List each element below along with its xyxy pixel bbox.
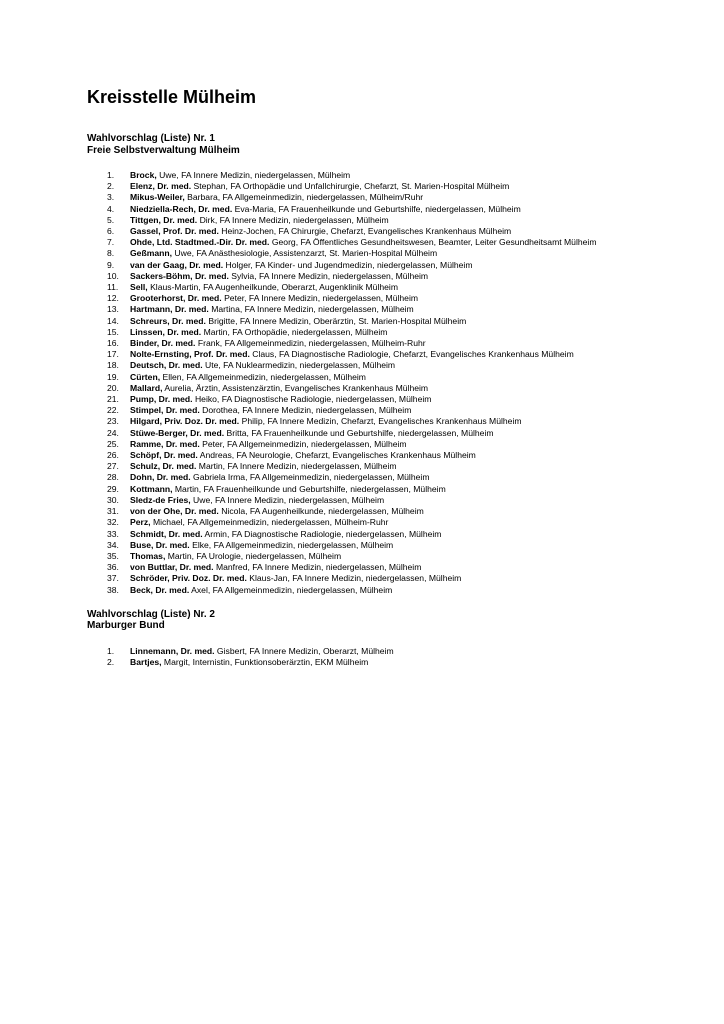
candidate-details: Armin, FA Diagnostische Radiologie, niedergelassen, Mülheim xyxy=(204,528,442,539)
candidate-details: Margit, Internistin, Funktionsoberärztin, EKM Mülheim xyxy=(163,656,369,667)
candidate-number: 24. xyxy=(107,427,119,438)
list-item xyxy=(87,204,687,215)
list-2-name: Marburger Bund xyxy=(87,620,165,632)
list-item xyxy=(87,383,687,394)
candidate-number: 31. xyxy=(107,506,119,517)
candidate-number: 38. xyxy=(107,584,119,595)
candidate-number: 26. xyxy=(107,450,119,461)
list-item xyxy=(87,472,687,483)
list-item xyxy=(87,226,687,237)
candidate-entry xyxy=(130,360,687,371)
candidate-details: Ute, FA Nuklearmedizin, niedergelassen, Mülheim xyxy=(204,360,396,371)
candidate-details: Elke, FA Allgemeinmedizin, niedergelassen, Mülheim xyxy=(192,539,394,550)
candidate-entry xyxy=(130,529,687,540)
list-item xyxy=(87,529,687,540)
candidate-number: 34. xyxy=(107,539,119,550)
candidate-details: Uwe, FA Innere Medizin, niedergelassen, Mülheim xyxy=(159,170,351,180)
candidate-list-2 xyxy=(87,646,687,668)
candidate-number: 15. xyxy=(107,326,119,337)
list-item xyxy=(87,428,687,439)
candidate-entry xyxy=(130,439,687,450)
candidate-name: Buse, Dr. med. xyxy=(130,539,190,550)
candidate-details: Gabriela Irma, FA Allgemeinmedizin, niedergelassen, Mülheim xyxy=(193,472,430,483)
list-item xyxy=(87,360,687,371)
list-item xyxy=(87,506,687,517)
list-1-name: Freie Selbstverwaltung Mülheim xyxy=(87,144,240,156)
list-item xyxy=(87,551,687,562)
candidate-name: Geßmann, xyxy=(130,248,173,259)
list-item xyxy=(87,215,687,226)
candidate-details: Barbara, FA Allgemeinmedizin, niedergelassen, Mülheim/Ruhr xyxy=(187,192,424,203)
candidate-name: Cürten, xyxy=(130,371,161,382)
candidate-entry xyxy=(130,248,687,259)
list-item xyxy=(87,585,687,596)
candidate-details: Klaus-Martin, FA Augenheilkunde, Oberarzt, Augenklinik Mülheim xyxy=(150,282,398,293)
list-item xyxy=(87,304,687,315)
candidate-details: Martin, FA Urologie, niedergelassen, Mülheim xyxy=(167,550,342,561)
list-item xyxy=(87,405,687,416)
list-1-heading xyxy=(87,133,687,156)
candidate-entry xyxy=(130,237,687,248)
candidate-entry xyxy=(130,506,687,517)
candidate-name: Grooterhorst, Dr. med. xyxy=(130,293,222,304)
candidate-name: Dohn, Dr. med. xyxy=(130,472,191,483)
candidate-name: von der Ohe, Dr. med. xyxy=(130,506,219,517)
candidate-entry xyxy=(130,416,687,427)
list-item xyxy=(87,540,687,551)
candidate-entry xyxy=(130,181,687,192)
candidate-details: Axel, FA Allgemeinmedizin, niedergelassen, Mülheim xyxy=(191,584,393,595)
list-item xyxy=(87,450,687,461)
candidate-details: Eva-Maria, FA Frauenheilkunde und Geburtshilfe, niedergelassen, Mülheim xyxy=(234,203,521,214)
candidate-entry xyxy=(130,304,687,315)
list-item xyxy=(87,573,687,584)
candidate-entry xyxy=(130,472,687,483)
candidate-entry xyxy=(130,585,687,596)
candidate-entry xyxy=(130,484,687,495)
candidate-entry xyxy=(130,349,687,360)
list-item xyxy=(87,316,687,327)
list-item xyxy=(87,372,687,383)
candidate-entry xyxy=(130,540,687,551)
candidate-name: Brock, xyxy=(130,170,157,180)
candidate-number: 12. xyxy=(107,293,119,304)
candidate-number: 28. xyxy=(107,472,119,483)
candidate-details: Claus, FA Diagnostische Radiologie, Chefarzt, Evangelisches Krankenhaus Mülheim xyxy=(252,349,574,360)
candidate-entry xyxy=(130,316,687,327)
candidate-details: Michael, FA Allgemeinmedizin, niedergelassen, Mülheim-Ruhr xyxy=(152,517,389,528)
candidate-name: von Buttlar, Dr. med. xyxy=(130,562,214,573)
candidate-number: 36. xyxy=(107,562,119,573)
candidate-entry xyxy=(130,372,687,383)
candidate-entry xyxy=(130,428,687,439)
list-item xyxy=(87,248,687,259)
candidate-name: Nolte-Ernsting, Prof. Dr. med. xyxy=(130,349,250,360)
candidate-details: Uwe, FA Anästhesiologie, Assistenzarzt, St. Marien-Hospital Mülheim xyxy=(174,248,438,259)
candidate-number: 4. xyxy=(107,203,115,214)
candidate-details: Klaus-Jan, FA Innere Medizin, niedergelassen, Mülheim xyxy=(249,573,462,584)
candidate-name: Sackers-Böhm, Dr. med. xyxy=(130,270,229,281)
candidate-number: 17. xyxy=(107,349,119,360)
candidate-name: Niedziella-Rech, Dr. med. xyxy=(130,203,233,214)
list-2-number: Wahlvorschlag (Liste) Nr. 2 xyxy=(87,608,215,620)
candidate-details: Stephan, FA Orthopädie und Unfallchirurgie, Chefarzt, St. Marien-Hospital Mülheim xyxy=(193,181,510,192)
candidate-name: Kottmann, xyxy=(130,483,173,494)
candidate-number: 22. xyxy=(107,405,119,416)
candidate-entry xyxy=(130,170,687,181)
candidate-details: Sylvia, FA Innere Medizin, niedergelassen, Mülheim xyxy=(231,270,429,281)
candidate-details: Frank, FA Allgemeinmedizin, niedergelassen, Mülheim-Ruhr xyxy=(197,338,426,349)
candidate-name: Hilgard, Priv. Doz. Dr. med. xyxy=(130,416,240,427)
list-item xyxy=(87,439,687,450)
candidate-details: Andreas, FA Neurologie, Chefarzt, Evangelisches Krankenhaus Mülheim xyxy=(199,450,476,461)
candidate-number: 27. xyxy=(107,461,119,472)
candidate-entry xyxy=(130,517,687,528)
candidate-entry xyxy=(130,338,687,349)
candidate-name: Schulz, Dr. med. xyxy=(130,461,197,472)
candidate-entry xyxy=(130,226,687,237)
candidate-details: Martin, FA Orthopädie, niedergelassen, Mülheim xyxy=(203,326,388,337)
candidate-number: 19. xyxy=(107,371,119,382)
candidate-entry xyxy=(130,204,687,215)
candidate-details: Peter, FA Innere Medizin, niedergelassen, Mülheim xyxy=(224,293,419,304)
candidate-name: Schöpf, Dr. med. xyxy=(130,450,198,461)
candidate-details: Dirk, FA Innere Medizin, niedergelassen, Mülheim xyxy=(199,214,389,225)
list-item xyxy=(87,461,687,472)
candidate-number: 30. xyxy=(107,494,119,505)
list-item xyxy=(87,271,687,282)
candidate-name: Mallard, xyxy=(130,382,163,393)
candidate-name: Pump, Dr. med. xyxy=(130,394,193,405)
candidate-name: Thomas, xyxy=(130,550,166,561)
candidate-name: Bartjes, xyxy=(130,656,162,667)
candidate-entry xyxy=(130,271,687,282)
candidate-details: Nicola, FA Augenheilkunde, niedergelassen, Mülheim xyxy=(221,506,424,517)
candidate-entry xyxy=(130,192,687,203)
candidate-number: 1. xyxy=(107,170,115,180)
candidate-entry xyxy=(130,327,687,338)
candidate-details: Aurelia, Ärztin, Assistenzärztin, Evangelisches Krankenhaus Mülheim xyxy=(164,382,429,393)
candidate-number: 32. xyxy=(107,517,119,528)
candidate-details: Peter, FA Allgemeinmedizin, niedergelassen, Mülheim xyxy=(202,438,407,449)
candidate-details: Gisbert, FA Innere Medizin, Oberarzt, Mülheim xyxy=(216,645,394,656)
candidate-details: Manfred, FA Innere Medizin, niedergelassen, Mülheim xyxy=(215,562,422,573)
candidate-list-1 xyxy=(87,170,687,596)
candidate-entry xyxy=(130,450,687,461)
candidate-number: 13. xyxy=(107,304,119,315)
candidate-details: Dorothea, FA Innere Medizin, niedergelassen, Mülheim xyxy=(202,405,412,416)
candidate-entry xyxy=(130,646,687,657)
candidate-name: Mikus-Weiler, xyxy=(130,192,185,203)
candidate-details: Martin, FA Innere Medizin, niedergelassen, Mülheim xyxy=(198,461,397,472)
candidate-number: 10. xyxy=(107,270,119,281)
candidate-number: 6. xyxy=(107,226,115,237)
candidate-number: 21. xyxy=(107,394,119,405)
candidate-number: 1. xyxy=(107,645,115,656)
candidate-number: 8. xyxy=(107,248,115,259)
candidate-entry xyxy=(130,657,687,668)
candidate-details: Ellen, FA Allgemeinmedizin, niedergelassen, Mülheim xyxy=(162,371,366,382)
list-item xyxy=(87,293,687,304)
list-item xyxy=(87,327,687,338)
candidate-name: Schmidt, Dr. med. xyxy=(130,528,203,539)
list-item xyxy=(87,237,687,248)
candidate-number: 14. xyxy=(107,315,119,326)
candidate-details: Martina, FA Innere Medizin, niedergelassen, Mülheim xyxy=(211,304,414,315)
candidate-number: 33. xyxy=(107,528,119,539)
candidate-name: Sell, xyxy=(130,282,148,293)
list-item xyxy=(87,170,687,181)
document-page xyxy=(87,86,687,668)
candidate-entry xyxy=(130,562,687,573)
candidate-name: van der Gaag, Dr. med. xyxy=(130,259,224,270)
candidate-entry xyxy=(130,551,687,562)
candidate-details: Holger, FA Kinder- und Jugendmedizin, niedergelassen, Mülheim xyxy=(225,259,473,270)
candidate-number: 23. xyxy=(107,416,119,427)
candidate-name: Deutsch, Dr. med. xyxy=(130,360,203,371)
candidate-name: Sledz-de Fries, xyxy=(130,494,191,505)
candidate-number: 37. xyxy=(107,573,119,584)
candidate-name: Schreurs, Dr. med. xyxy=(130,315,206,326)
candidate-details: Uwe, FA Innere Medizin, niedergelassen, Mülheim xyxy=(193,494,385,505)
candidate-entry xyxy=(130,461,687,472)
candidate-number: 2. xyxy=(107,181,115,192)
candidate-details: Martin, FA Frauenheilkunde und Geburtshilfe, niedergelassen, Mülheim xyxy=(174,483,446,494)
list-item xyxy=(87,260,687,271)
list-item xyxy=(87,349,687,360)
page-title: Kreisstelle Mülheim xyxy=(87,87,257,107)
list-item xyxy=(87,484,687,495)
list-item xyxy=(87,646,687,657)
list-item xyxy=(87,416,687,427)
candidate-name: Ramme, Dr. med. xyxy=(130,438,200,449)
candidate-number: 20. xyxy=(107,382,119,393)
candidate-details: Britta, FA Frauenheilkunde und Geburtshilfe, niedergelassen, Mülheim xyxy=(226,427,494,438)
candidate-number: 7. xyxy=(107,237,115,248)
candidate-name: Hartmann, Dr. med. xyxy=(130,304,209,315)
list-item xyxy=(87,338,687,349)
list-item xyxy=(87,282,687,293)
candidate-number: 3. xyxy=(107,192,115,203)
candidate-name: Schröder, Priv. Doz. Dr. med. xyxy=(130,573,247,584)
candidate-entry xyxy=(130,260,687,271)
candidate-entry xyxy=(130,405,687,416)
list-item xyxy=(87,657,687,668)
candidate-name: Beck, Dr. med. xyxy=(130,584,190,595)
candidate-entry xyxy=(130,282,687,293)
candidate-entry xyxy=(130,394,687,405)
candidate-entry xyxy=(130,383,687,394)
list-item xyxy=(87,562,687,573)
list-item xyxy=(87,495,687,506)
candidate-name: Linnemann, Dr. med. xyxy=(130,645,215,656)
candidate-details: Philip, FA Innere Medizin, Chefarzt, Evangelisches Krankenhaus Mülheim xyxy=(241,416,522,427)
candidate-name: Ohde, Ltd. Stadtmed.-Dir. Dr. med. xyxy=(130,237,270,248)
candidate-name: Linssen, Dr. med. xyxy=(130,326,202,337)
candidate-number: 18. xyxy=(107,360,119,371)
candidate-name: Stimpel, Dr. med. xyxy=(130,405,200,416)
candidate-name: Stüwe-Berger, Dr. med. xyxy=(130,427,225,438)
candidate-name: Binder, Dr. med. xyxy=(130,338,196,349)
candidate-details: Brigitte, FA Innere Medizin, Oberärztin, St. Marien-Hospital Mülheim xyxy=(208,315,467,326)
candidate-number: 5. xyxy=(107,214,115,225)
list-item xyxy=(87,517,687,528)
candidate-name: Tittgen, Dr. med. xyxy=(130,214,198,225)
candidate-number: 25. xyxy=(107,438,119,449)
list-item xyxy=(87,192,687,203)
candidate-name: Elenz, Dr. med. xyxy=(130,181,192,192)
candidate-number: 11. xyxy=(107,282,119,293)
list-2-heading xyxy=(87,609,687,632)
candidate-number: 29. xyxy=(107,483,119,494)
candidate-entry xyxy=(130,293,687,304)
list-item xyxy=(87,394,687,405)
candidate-entry xyxy=(130,495,687,506)
list-1-number: Wahlvorschlag (Liste) Nr. 1 xyxy=(87,133,215,144)
candidate-number: 16. xyxy=(107,338,119,349)
candidate-details: Heinz-Jochen, FA Chirurgie, Chefarzt, Evangelisches Krankenhaus Mülheim xyxy=(221,226,512,237)
candidate-entry xyxy=(130,215,687,226)
candidate-number: 35. xyxy=(107,550,119,561)
candidate-details: Georg, FA Öffentliches Gesundheitswesen, Beamter, Leiter Gesundheitsamt Mülheim xyxy=(271,237,597,248)
candidate-entry xyxy=(130,573,687,584)
candidate-details: Heiko, FA Diagnostische Radiologie, niedergelassen, Mülheim xyxy=(194,394,432,405)
candidate-number: 2. xyxy=(107,656,115,667)
candidate-name: Gassel, Prof. Dr. med. xyxy=(130,226,219,237)
list-item xyxy=(87,181,687,192)
candidate-name: Perz, xyxy=(130,517,151,528)
candidate-number: 9. xyxy=(107,259,115,270)
